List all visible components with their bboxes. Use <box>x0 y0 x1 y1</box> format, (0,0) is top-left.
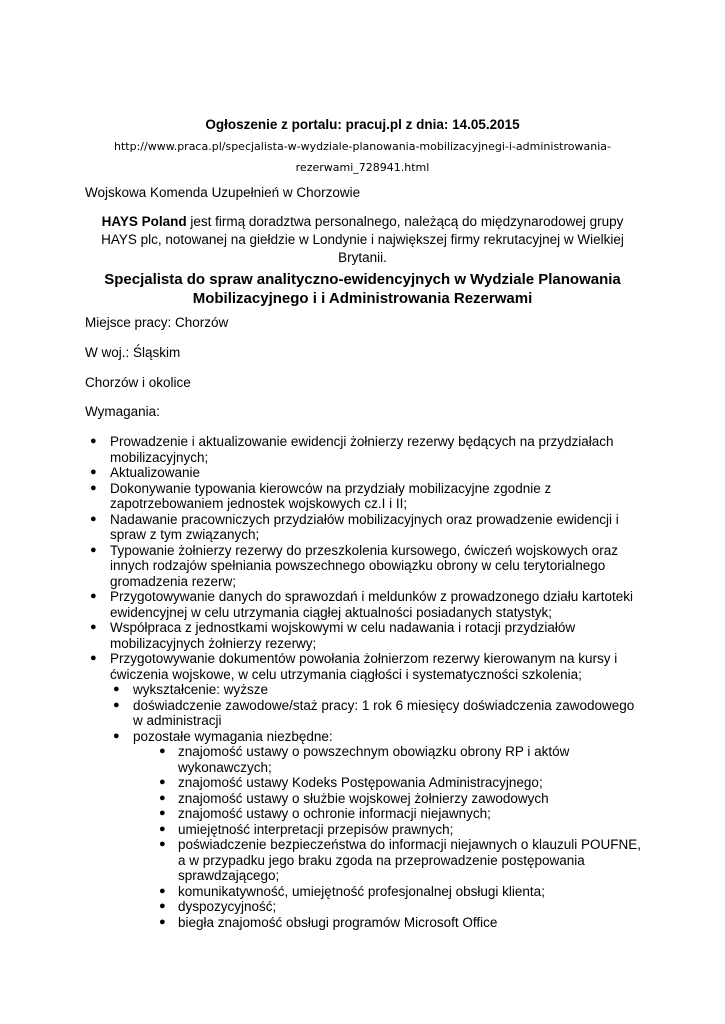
source-url-line: rezerwami_728941.html <box>295 161 430 174</box>
intro-line: Brytanii. <box>338 250 387 265</box>
list-item: ● Dokonywanie typowania kierowców na przydziały mobilizacyjne zgodnie z zapotrzebowaniem jednostek wojskowych cz.I i II; <box>90 480 552 511</box>
bullet-icon: ● <box>90 481 97 494</box>
bullet-icon: ● <box>159 745 166 757</box>
bullet-icon: ● <box>113 729 120 742</box>
bullet-icon: ● <box>159 776 166 788</box>
intro-line: HAYS plc, notowanej na giełdzie w Londynie i największej firmy rekrutacyjnej w Wielkiej <box>101 232 624 247</box>
bullet-icon: ● <box>113 698 120 711</box>
voivodeship-field: W woj.: Śląskim <box>85 345 181 360</box>
list-item: ● Aktualizowanie <box>90 465 201 480</box>
list-item: ● Współpraca z jednostkami wojskowymi w celu nadawania i rotacji przydziałów mobilizacyjnych żołnierzy rezerwy; <box>90 620 576 651</box>
bullet-icon: ● <box>90 652 97 664</box>
bullet-icon: ● <box>159 838 166 850</box>
list-item: ● znajomość ustawy o powszechnym obowiązku obrony RP i aktów wykonawczych; <box>159 744 570 775</box>
bullet-icon: ● <box>159 822 166 835</box>
requirements-list <box>85 434 645 930</box>
list-item: ● znajomość ustawy Kodeks Postępowania Administracyjnego; <box>159 775 543 790</box>
list-item: ● biegła znajomość obsługi programów Microsoft Office <box>159 914 498 930</box>
list-item: ● Przygotowywanie dokumentów powołania żołnierzom rezerwy kierowanym na kursy i ćwiczenia wojskowe, w celu utrzymania ciągłości i systematyczności szkolenia; ● wykształcenie: wyższe ● doświadczenie zawodowe/staż pracy: 1 rok 6 miesięcy doświadczenia zawodowego w administracji ● pozostałe wymagania niezbędne: ● znajomość ustawy o powszechnym obowiązku obrony RP i aktów wykonawczych; ● znajomość ustawy Kodeks Postępowania Administracyjnego; ● znajomość ustawy o służbie wojskowej żołnierzy zawodowych ● znajomość ustawy o ochronie informacji niejawnych; ● umiejętność interpretacji przepisów prawnych; ● poświadczenie bezpieczeństwa do informacji niejawnych o klauzuli POUFNE, a w przypadku jego braku zgoda na przeprowadzenie postępowania sprawdzającego; ● komunikatywność, umiejętność profesjonalnej obsługi klienta; ● dyspozycyjność; ● biegła znajomość obsługi programów Microsoft Office <box>85 651 645 930</box>
job-title-line: Specjalista do spraw analityczno-ewidencyjnych w Wydziale Planowania <box>104 271 621 288</box>
bullet-icon: ● <box>159 791 166 804</box>
bullet-icon: ● <box>113 683 120 695</box>
area-field: Chorzów i okolice <box>85 375 191 390</box>
bullet-icon: ● <box>90 590 97 602</box>
list-item: ● Prowadzenie i aktualizowanie ewidencji żołnierzy rezerwy będących na przydziałach mobilizacyjnych; <box>90 434 614 465</box>
list-item: ● Nadawanie pracowniczych przydziałów mobilizacyjnych oraz prowadzenie ewidencji i spraw z tym związanych; <box>90 511 619 542</box>
bullet-icon: ● <box>159 915 166 928</box>
bullet-icon: ● <box>159 807 166 819</box>
requirements-label: Wymagania: <box>85 404 160 419</box>
list-item: ● znajomość ustawy o służbie wojskowej żołnierzy zawodowych <box>159 790 549 806</box>
other-requirements-list <box>133 744 645 930</box>
list-item: ● wykształcenie: wyższe <box>113 682 269 697</box>
list-item: ● dyspozycyjność; <box>159 899 277 914</box>
list-item: ● Przygotowywanie danych do sprawozdań i meldunków z prowadzonego działu kartoteki ewidencyjnej w celu utrzymania ciągłej aktualności posiadanych statystyk; <box>90 589 634 620</box>
header-title: Ogłoszenie z portalu: pracuj.pl z dnia: 14.05.2015 <box>205 117 520 132</box>
bullet-icon: ● <box>90 466 97 478</box>
list-item: ● Typowanie żołnierzy rezerwy do przeszkolenia kursowego, ćwiczeń wojskowych oraz innych rodzajów spełniania powszechnego obowiązku obrony w celu terytorialnego gromadzenia rezerw; <box>90 542 618 589</box>
list-item: ● pozostałe wymagania niezbędne: ● znajomość ustawy o powszechnym obowiązku obrony RP i aktów wykonawczych; ● znajomość ustawy Kodeks Postępowania Administracyjnego; ● znajomość ustawy o służbie wojskowej żołnierzy zawodowych ● znajomość ustawy o ochronie informacji niejawnych; ● umiejętność interpretacji przepisów prawnych; ● poświadczenie bezpieczeństwa do informacji niejawnych o klauzuli POUFNE, a w przypadku jego braku zgoda na przeprowadzenie postępowania sprawdzającego; ● komunikatywność, umiejętność profesjonalnej obsługi klienta; ● dyspozycyjność; ● biegła znajomość obsługi programów Microsoft Office <box>110 729 645 931</box>
bullet-icon: ● <box>90 621 97 633</box>
list-item: ● znajomość ustawy o ochronie informacji niejawnych; <box>159 806 491 821</box>
employer-name: Wojskowa Komenda Uzupełnień w Chorzowie <box>85 185 361 200</box>
bullet-icon: ● <box>90 512 97 525</box>
list-item: ● umiejętność interpretacji przepisów prawnych; <box>159 821 454 837</box>
company-name: HAYS Poland <box>101 214 187 229</box>
list-item: ● komunikatywność, umiejętność profesjonalnej obsługi klienta; <box>159 883 545 899</box>
bullet-icon: ● <box>90 435 97 447</box>
company-intro <box>88 213 637 267</box>
source-url <box>90 136 635 178</box>
bullet-icon: ● <box>90 543 97 556</box>
source-url-line: http://www.praca.pl/specjalista-w-wydziale-planowania-mobilizacyjnegi-i-administrowania- <box>114 140 611 153</box>
job-title <box>95 270 630 308</box>
bullet-icon: ● <box>159 884 166 897</box>
intro-line <box>88 213 637 231</box>
job-title-line: Mobilizacyjnego i i Administrowania Rezerwami <box>192 290 533 307</box>
sub-requirements-list <box>110 682 645 930</box>
list-item: ● doświadczenie zawodowe/staż pracy: 1 rok 6 miesięcy doświadczenia zawodowego w administracji <box>113 697 635 728</box>
list-item: ● poświadczenie bezpieczeństwa do informacji niejawnych o klauzuli POUFNE, a w przypadku jego braku zgoda na przeprowadzenie postępowania sprawdzającego; <box>159 837 641 883</box>
bullet-icon: ● <box>159 900 166 912</box>
location-field: Miejsce pracy: Chorzów <box>85 315 229 330</box>
intro-text: jest firmą doradztwa personalnego, należącą do międzynarodowej grupy <box>186 214 624 229</box>
